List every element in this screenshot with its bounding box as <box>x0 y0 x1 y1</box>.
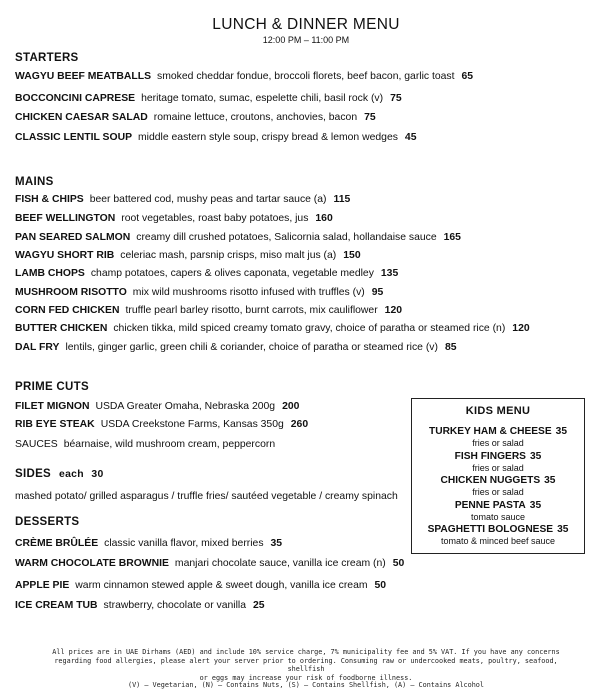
item-price: 135 <box>380 268 399 279</box>
item-name: RIB EYE STEAK <box>15 419 95 430</box>
kids-menu-title: KIDS MENU <box>465 405 531 417</box>
menu-item <box>15 419 308 430</box>
footer-line: or eggs may increase your risk of foodborne illness. <box>199 673 413 682</box>
sides-each-label: each <box>59 469 84 480</box>
menu-item <box>15 268 398 279</box>
item-price: 25 <box>253 600 265 611</box>
item-description: strawberry, chocolate or vanilla <box>103 600 246 611</box>
item-description: celeriac mash, parsnip crisps, miso malt jus (a) <box>120 250 337 261</box>
item-name: BEEF WELLINGTON <box>15 213 116 224</box>
item-name: MUSHROOM RISOTTO <box>15 287 127 298</box>
footer-line: regarding food allergies, please alert your server prior to ordering. Consuming raw or undercooked meats, poultry, seafood, shellfish <box>54 656 558 674</box>
item-price: 50 <box>374 580 387 591</box>
item-price: 75 <box>390 93 402 104</box>
item-price: 75 <box>364 112 376 123</box>
sides-list: mashed potato/ grilled asparagus / truffle fries/ sautéed vegetable / creamy spinach <box>15 491 398 502</box>
item-price: 35 <box>270 538 283 549</box>
sides-price: 30 <box>91 469 104 480</box>
item-description: champ potatoes, capers & olives caponata, vegetable medley <box>90 268 374 279</box>
menu-item <box>15 250 361 261</box>
kids-item-name <box>412 474 584 487</box>
menu-title: LUNCH & DINNER MENU <box>212 16 400 33</box>
menu-item <box>15 305 402 316</box>
item-description: smoked cheddar fondue, broccoli florets, beef bacon, garlic toast <box>157 71 455 82</box>
kids-item-title: TURKEY HAM & CHEESE <box>429 426 552 437</box>
item-description: romaine lettuce, croutons, anchovies, bacon <box>153 112 358 123</box>
kids-item-title: SPAGHETTI BOLOGNESE <box>427 524 554 535</box>
item-name: CRÈME BRÛLÉE <box>15 538 99 549</box>
kids-item-price: 35 <box>529 499 542 511</box>
kids-item-description: tomato sauce <box>470 511 526 522</box>
menu-item <box>15 558 404 569</box>
item-name: CHICKEN CAESAR SALAD <box>15 112 148 123</box>
service-hours: 12:00 PM – 11:00 PM <box>262 35 350 45</box>
menu-item <box>15 213 333 224</box>
menu-item <box>15 600 265 611</box>
item-name: ICE CREAM TUB <box>15 600 98 611</box>
menu-item <box>15 71 473 82</box>
item-description: classic vanilla flavor, mixed berries <box>104 538 264 549</box>
menu-item <box>15 323 530 334</box>
item-description: creamy dill crushed potatoes, Salicornia salad, hollandaise sauce <box>136 232 437 243</box>
item-description: middle eastern style soup, crispy bread & lemon wedges <box>138 132 398 143</box>
kids-item-description: fries or salad <box>472 487 524 497</box>
item-price: 160 <box>315 213 333 224</box>
item-price: 120 <box>384 305 403 316</box>
footer-disclaimer <box>40 648 572 682</box>
item-description: root vegetables, roast baby potatoes, jus <box>121 213 309 224</box>
item-name: WARM CHOCOLATE BROWNIE <box>15 558 169 569</box>
menu-item <box>15 112 376 123</box>
menu-item <box>15 132 416 143</box>
item-description: mix wild mushrooms risotto infused with truffles (v) <box>132 287 365 298</box>
section-heading-starters: STARTERS <box>15 52 79 64</box>
item-price: 120 <box>512 323 530 334</box>
item-name: DAL FRY <box>15 342 60 353</box>
item-price: 65 <box>461 71 474 82</box>
sauces-list: béarnaise, wild mushroom cream, peppercorn <box>63 439 276 450</box>
item-price: 165 <box>443 232 461 243</box>
kids-item-title: CHICKEN NUGGETS <box>440 475 541 486</box>
menu-item <box>15 401 299 412</box>
item-price: 45 <box>404 132 417 143</box>
item-name: LAMB CHOPS <box>15 268 85 279</box>
kids-item-price: 35 <box>544 475 556 486</box>
item-description: USDA Greater Omaha, Nebraska 200g <box>95 401 276 412</box>
item-price: 50 <box>392 558 405 569</box>
kids-menu-box <box>411 398 585 554</box>
kids-item-description: fries or salad <box>472 438 524 448</box>
item-description: manjari chocolate sauce, vanilla ice cream (n) <box>174 558 386 569</box>
item-description: USDA Creekstone Farms, Kansas 350g <box>100 419 284 430</box>
item-price: 150 <box>343 250 361 261</box>
menu-item <box>15 342 457 353</box>
section-heading-mains: MAINS <box>15 176 54 188</box>
kids-item-name <box>412 523 584 536</box>
item-name: FILET MIGNON <box>15 401 90 412</box>
item-name: CLASSIC LENTIL SOUP <box>15 132 133 143</box>
footer-line: All prices are in UAE Dirhams (AED) and include 10% service charge, 7% municipality fee and 5% VAT. If you have any concerns <box>52 648 560 656</box>
item-price: 115 <box>333 194 351 205</box>
kids-item-price: 35 <box>555 426 567 437</box>
kids-item-price: 35 <box>557 524 569 535</box>
menu-item <box>15 232 461 243</box>
kids-item-name <box>412 450 584 463</box>
item-description: chicken tikka, mild spiced creamy tomato gravy, choice of paratha or steamed rice (n) <box>113 323 506 334</box>
section-heading-sides <box>15 468 104 480</box>
item-name: BOCCONCINI CAPRESE <box>15 93 136 104</box>
item-name: APPLE PIE <box>15 580 70 591</box>
menu-item <box>15 93 402 104</box>
sauces-label: SAUCES <box>15 439 58 450</box>
item-description: heritage tomato, sumac, espelette chili, basil rock (v) <box>141 93 384 104</box>
kids-item-title: PENNE PASTA <box>454 499 526 511</box>
item-name: BUTTER CHICKEN <box>15 323 108 334</box>
kids-item-description: tomato & minced beef sauce <box>440 536 556 546</box>
item-price: 85 <box>444 342 457 353</box>
menu-item <box>15 538 282 549</box>
item-name: PAN SEARED SALMON <box>15 232 131 243</box>
menu-item <box>15 287 383 298</box>
section-heading-prime-cuts: PRIME CUTS <box>15 381 89 393</box>
section-heading-desserts: DESSERTS <box>15 516 80 528</box>
menu-item <box>15 580 386 591</box>
item-name: CORN FED CHICKEN <box>15 305 120 316</box>
menu-item <box>15 194 350 205</box>
kids-item-name <box>412 425 584 438</box>
kids-item-description: fries or salad <box>472 462 524 473</box>
item-description: truffle pearl barley risotto, burnt carrots, mix cauliflower <box>125 305 378 316</box>
kids-menu-list <box>412 425 584 548</box>
item-description: warm cinnamon stewed apple & sweet dough, vanilla ice cream <box>75 580 368 591</box>
item-name: WAGYU SHORT RIB <box>15 250 115 261</box>
item-price: 200 <box>282 401 300 412</box>
kids-item-title: FISH FINGERS <box>454 450 526 462</box>
item-price: 260 <box>290 419 309 430</box>
dietary-legend: (V) – Vegetarian, (N) – Contains Nuts, (S) – Contains Shellfish, (A) – Contains Alcohol <box>127 681 484 689</box>
item-description: beer battered cod, mushy peas and tartar sauce (a) <box>89 194 327 205</box>
kids-item-name <box>412 499 584 512</box>
sides-title: SIDES <box>15 468 52 480</box>
item-name: FISH & CHIPS <box>15 194 84 205</box>
item-price: 95 <box>371 287 384 298</box>
sauces-line <box>15 439 275 450</box>
kids-item-price: 35 <box>529 450 542 462</box>
item-description: lentils, ginger garlic, green chili & coriander, choice of paratha or steamed rice (v) <box>65 342 438 353</box>
item-name: WAGYU BEEF MEATBALLS <box>15 71 152 82</box>
